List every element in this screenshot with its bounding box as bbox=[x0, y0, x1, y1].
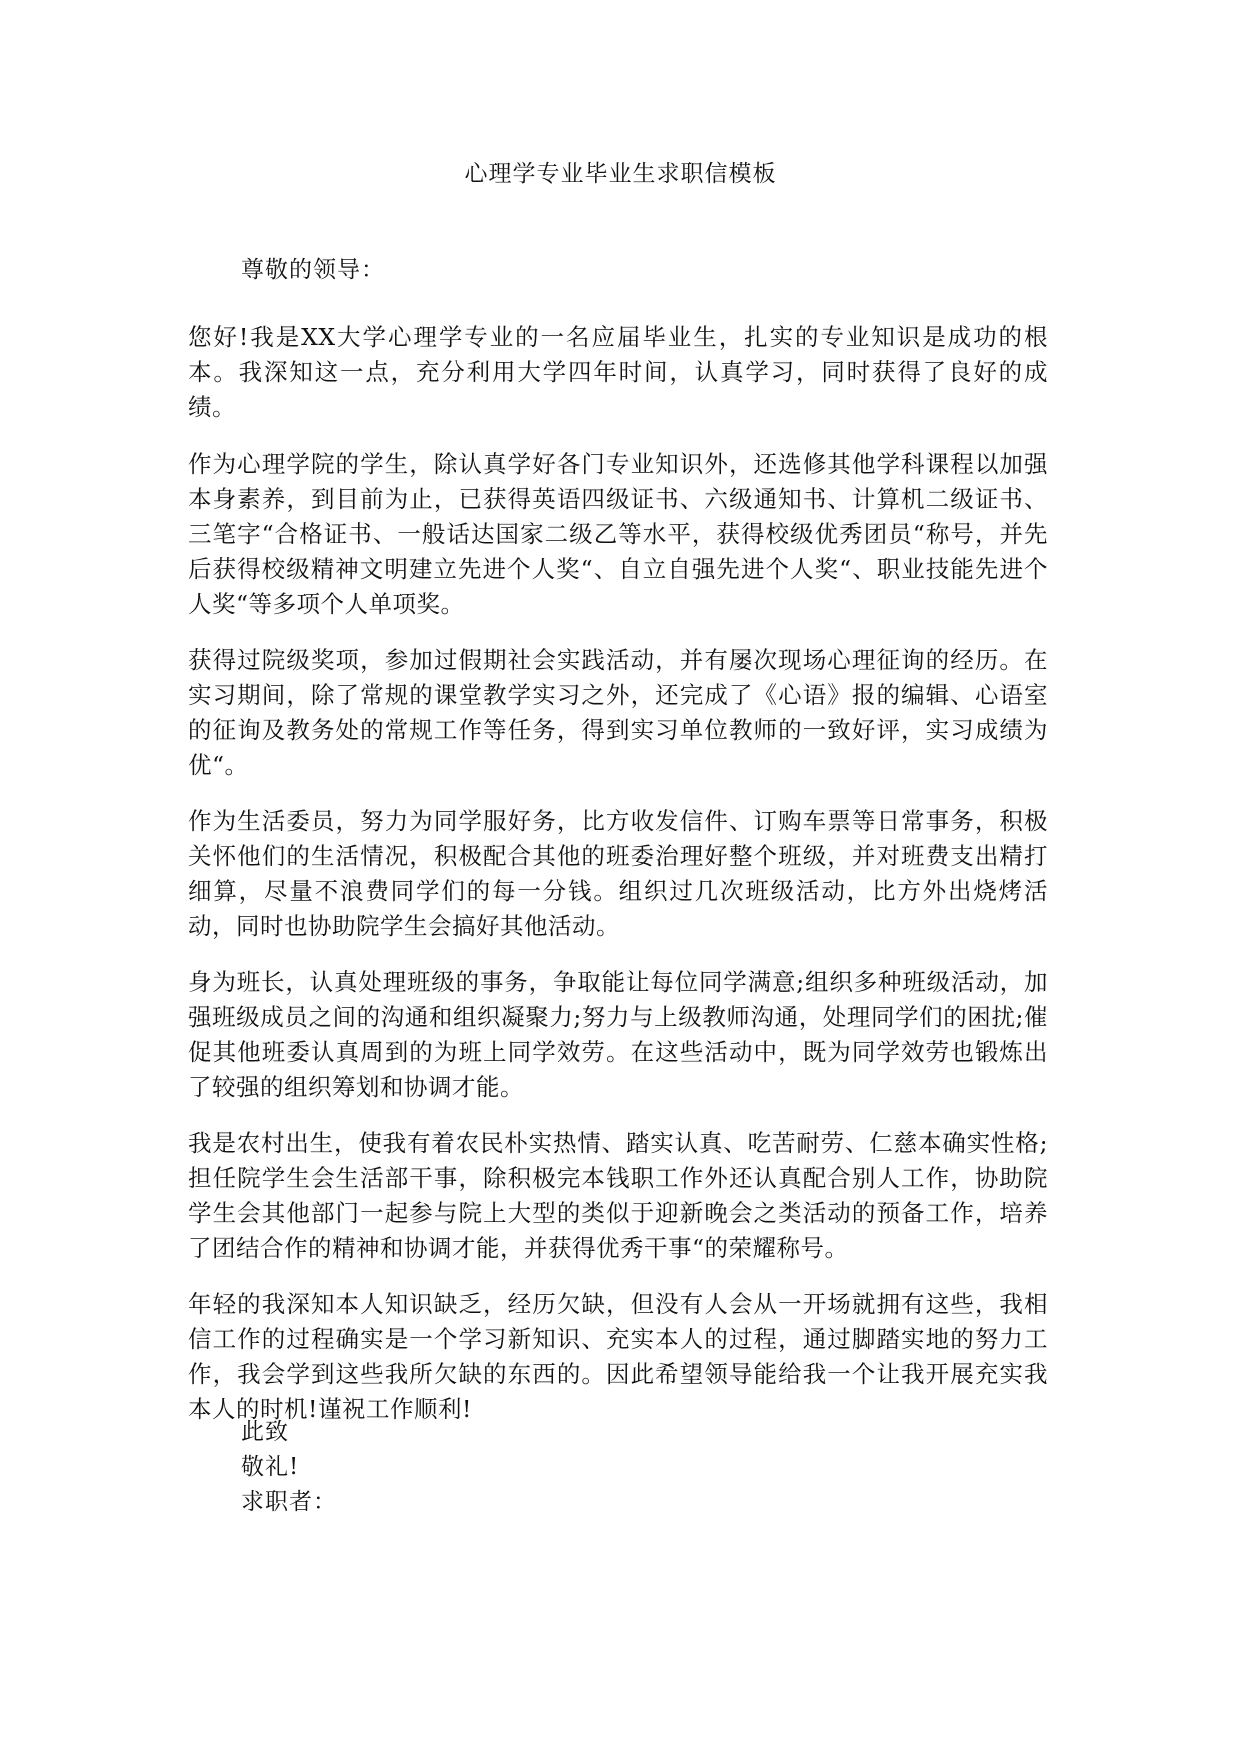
document-title: 心理学专业毕业生求职信模板 bbox=[464, 161, 777, 187]
closing-line-2: 敬礼! bbox=[241, 1454, 300, 1480]
paragraph-conclusion: 年轻的我深知本人知识缺乏，经历欠缺，但没有人会从一开场就拥有这些，我相信工作的过程确实是一个学习新知识、充实本人的过程，通过脚踏实地的努力工作，我会学到这些我所欠缺的东西的。因此希望领导能给我一个让我开展充实我本人的时机!谨祝工作顺利! bbox=[188, 1290, 1048, 1423]
paragraph-class-monitor: 身为班长，认真处理班级的事务，争取能让每位同学满意;组织多种班级活动，加强班级成员之间的沟通和组织凝聚力;努力与上级教师沟通，处理同学们的困扰;催促其他班委认真周到的为班上同学效劳。在这些活动中，既为同学效劳也锻炼出了较强的组织筹划和协调才能。 bbox=[188, 968, 1048, 1101]
paragraph-certificates: 作为心理学院的学生，除认真学好各门专业知识外，还选修其他学科课程以加强本身素养，到目前为止，已获得英语四级证书、六级通知书、计算机二级证书、三笔字“合格证书、一般话达国家二级乙等水平，获得校级优秀团员“称号，并先后获得校级精神文明建立先进个人奖“、自立自强先进个人奖“、职业技能先进个人奖“等多项个人单项奖。 bbox=[188, 450, 1048, 618]
paragraph-life-committee: 作为生活委员，努力为同学服好务，比方收发信件、订购车票等日常事务，积极关怀他们的生活情况，积极配合其他的班委治理好整个班级，并对班费支出精打细算，尽量不浪费同学们的每一分钱。组织过几次班级活动，比方外出烧烤活动，同时也协助院学生会搞好其他活动。 bbox=[188, 807, 1048, 940]
closing-line-1: 此致 bbox=[241, 1419, 289, 1445]
paragraph-intro: 您好!我是XX大学心理学专业的一名应届毕业生，扎实的专业知识是成功的根本。我深知这一点，充分利用大学四年时间，认真学习，同时获得了良好的成绩。 bbox=[188, 323, 1048, 421]
closing-signature-label: 求职者： bbox=[241, 1489, 337, 1515]
paragraph-internship: 获得过院级奖项，参加过假期社会实践活动，并有屡次现场心理征询的经历。在实习期间，除了常规的课堂教学实习之外，还完成了《心语》报的编辑、心语室的征询及教务处的常规工作等任务，得到实习单位教师的一致好评，实习成绩为优“。 bbox=[188, 646, 1048, 779]
salutation: 尊敬的领导： bbox=[241, 257, 385, 283]
paragraph-character: 我是农村出生，使我有着农民朴实热情、踏实认真、吃苦耐劳、仁慈本确实性格;担任院学生会生活部干事，除积极完本钱职工作外还认真配合别人工作，协助院学生会其他部门一起参与院上大型的类似于迎新晚会之类活动的预备工作，培养了团结合作的精神和协调才能，并获得优秀干事“的荣耀称号。 bbox=[188, 1129, 1048, 1262]
